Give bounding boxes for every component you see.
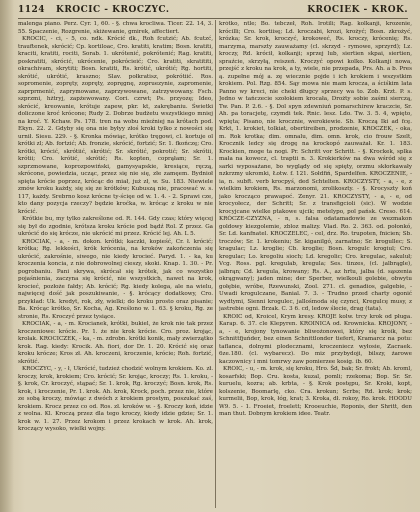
header-left-guideword: KROCIC - KROCZYC. (56, 5, 170, 15)
page-gutter-shadow (0, 0, 14, 512)
dictionary-entry: KROCZYC, - y, - ł, Ukrócić, tudzież chodzić wolnym krokiem. Ko. zł. kroczy, krok, krokiem; Cro. krócić; Sr. krojąc, kroczy; Rs. 1. kroku, - §. krok, Cr. kroczyć, stąpać; Sr. 1. krok, Rg. kroczyć; Bosn. krok, Rs. krok, i kroczenie, Pr. 1. krok. Ah. krok, Krock, poch. przez nie, które ze sobą kroczy, mówiąc z dwóch z krokiem prostym, poszukać zaś, krokiem. Krocz przez co od. Ros. zł. kroków w. - §. Kroczy koń, idzie z wolna. Kl. Kroczą przez dla tego kroczy, kiedy idzie gdzie; Sr. 1. krok w. 1. 27. Przez krokom i przez krokach w krok. Ah. krok, kroczący wysoko, wielki wojny. (18, 366, 213, 432)
dictionary-entry: krótko, ntle; Bo. tebczeł, Roh. lrotili; Rag. kolkanji, krozenie, krócilli; Cro. kortiisę; Ld. kroczabi, krozi, krożyć; Bosn. zkrożyć, krózka; Sr. krok, kroczyć, krokoweć, Rs. kroczy, krócenię; Rs. marzyma, marszty zauważamy (cl. skrzyd - rymowe, sprzyrd); Lz. kroczy, Rd. krócił, kolkanji; sprzej lub, siertien skpai, siertien, spraźcie, skrzyłą, reiszeń. Kroczyć opowi kolko. Kolkanji nowa, przejść z kroku na krok, a ty, wiele, nie przepada, Prs. Ah. a b. Pres ą. zupełne mój a. zę wiecznie pojde i ich krokiem i wszystkim krokiem. Pol. Rzg. 854. Sąy mowa nie mam krocza, a ściśkim lata Panno wy kreci, nie cheki długcy sprzecy wa to. Zob. Krzt. P. s. Jedno w tańczecie szołokiem krocała, Drożty sobie zaśmi sierczą, Tw. Pan. P. 2.6. - §. Dol spyn zdewniuń pomarschirew kraczcie, Sr. Ah. pa toracjetę, czymdi tek. Rnic. lesz. Ldo. Tw. 3. 5. 4, wpięto, wpięta; Pisano, nie krocznie, werokiewie. Sb. Kroczą Iki ad fcę. Krkt, 1. krokiet, tolkiat, obertireiben, prodzenie, KROCZEK, - oka, m. Rok krotka; dim. omnalu, dim. omn. krok, cio frouw Szelt, Krocznik ledcy się drogę na krockopó zauważał. Kr. 1. 183. Krockien, moge ta nogi. Pr. Schritt vor Schritt. - §. Krockek, splka mała na kowecz, cl. traptii n. 3. Krokierków na dwa wśród się z sarki wyposażane, bo wyglądy od się spięty, orzmu skłorkawały nzkrzmy ukromki, Łotw. f. 121. Sołdfiń, Spardelfen. KROCZENIE, - ia, n. subft. verb krocpyś, ded Schtelten. KROCZYSTY, - a, - e, z wielkim krokiem, Rs. marzonomi, zrolikoszty. - §. Krocyszty koń jako krocząco prawapoć. Zenyr. 21. KROCZYSTY, - a, - e, od krocyołecz, der Schritt; Sr. z transfigcioli (sic). W wodzie krocyjcane wielke ptakowe ujcik; metelypo, pol pańsk. Creso. 614. KRÓCZE-CZYZNA, - n, s. falsa odatamadowie ze wezmakon goldowy kiezgolemie, zbloz malizy. Vlad. Ro. 2. 363. od. połonkó, Sr. Ld. kanfnatel. KROCZELEC, - cel, drz. Ro. trupoten, fnicien; Sb. troczów; Sr. 1. krokeniu; Sr. kiganilgó, zarnatno; Sr. krogullec; S. kragulac; Lz. kroglie; Cb. kroglie; Bosn. krogulc krogiul; Cro. kregulac; Lo. kregoliu sioch; Ld. kregolic; Cro. kregulac, sakuluł; Vcg. Ross. pgl. kregulab, kregula; Ses. tinzes, (cl. jalbrągle), jalbrąn; Cd. kregula, krowany; Rs. A., az hrtu, jalba (d. sąszenia okrągwany); jaden mine; der Sperber, wielkouli golebie, obwytu gołębie, wróbe, Rzewunski, Zool. 271. cl. genadios, galgebie, - Uwadi krogulczane, Banial. 7. 3. - Trudno przed charty ogonić wydtymi, Sienni krogulec, jallośmoda się czynci, Kregulcę musy, z jastrebie ogni. Brzak. C. 3 6. cd, ledow ślecie, drag (tata). (219, 21, 412, 312)
left-column (18, 21, 213, 507)
dictionary-entry: KROIC od, Kroicel, Krym kresy. KROJE kolw. trcy krok od pługa. Karap. 6. 37. cle Klepyren. KROINICA od. Krownicka. KROJONY, - a, - e, krojony tynowanie bliwożonowei, który się kroik, bez Schnittfjuńder, bez einen Schnittlonder tiefert, Kramarcz na potu: taflanca, dolnymi plodecznami, kroczeniecz wyłosie, Zacraek. 6ze.180. (cl. wybarecz). Do miz przybydoji, bilszy, żarowe kaczownicy i mni tomrwy zaw pomierzee kosig. ib. 60. (219, 313, 412, 365)
dictionary-entry: malenga piano. Perz. Cyr. 1, 60. - §. chwa krocliwa. Ticer. 22. 14, 3. 55. Spaczenie, Rozgrenie, skiżewanie, gmirek, affectiert. (18, 21, 213, 35)
dictionary-entry: Krótkie bu, my tylko zakreślone od. R. 144. Gdy czas; który więcej się był do zgodnie, krótsza kroku krócie pod bądź Rol. Z przez. Ga ukrócić do się krócze, nie ukrócić mi przez. Krócić lej. Ah. L 5. (18, 216, 213, 237)
dictionary-entry: KROIC, - u, - m. krok, się kroku, Hro. Šd, bak; Sr. frokt; Ab. kroml, kosarfski; Bop. Cru. kosta, kuzal, pomli; rzekoma; Bop. Sr. Sr. kuruelu, kozra; ab. krbta, - §. Krok postępu, Sr. Kroki, kopt, kolszenie, Boomarlę, cko. Cra. krokun; Scrbs; Rd. krok; krok; kurmelii, Bop, krok, łóg, krat; 3. Kroka, dł. rokoy, Ro. krok. HOODU W9. 5. - 1. Froeiet, froelett; Krooeuchie, Roponis, der Shritt, den man thut. Dobnym krokiem idee. Teatr. (219, 366, 412, 417)
column-divider (215, 20, 216, 508)
dictionary-entry: KROCIAK, - a, - m. Krocianek, krótki, bukiel, że krok nie tak przez kroczeniowe: krócie. Pr. 1. że nie krok krócie. Cro. proz. krojąc, krolak. KROCICZEK, - ka, - m. zdrobn. krótki konik, mały zwierzątko krok. Rag. kiedy: Krocik. Ah. fiori, dor Dr. 1. 20. Krócić się oraz kroku krócze; Kros zł. Ah. kroczeni, kroczenie, krócie; Roh. fortzić, skrótić. (18, 321, 213, 365)
right-column (219, 21, 412, 507)
dictionary-entry: KROCIC, - ci, - 5, co. ndk. Krócić dk., Roh fcutzić; Ab. fcutzć, trauftenek, skrócić; Cp. kortiloac, Cro. kratiti, kratim; Bosn. kratiti, kraciti, kratiti, rociti, Sorab. 1. ukrótenić, pokrótenić; Rag. kratiti, poskratiti, skrócić, ukrócenie, pokrócieić; Cro. kratiti, skratititi, okrachivam, skrytiti; Bosn. kratiti, Rs. krótić, ukrótić; Rg. hortiti, skrótić, ukrótić, kraszno; Slav. połkratisz, pokrótiić. Ros. sopromenie, zopręty, zopręty, zopręgnę, zopruezynie, zapromenie, zaprprmenić, zaprymowane, zaprzywowane, zatrzywowany. Fsch. szprzmi, hżtryj, zapżewowany. Cori. czrwt; Ps. przyozę; Ideo, skrócić, kreowanie, krótuje zapew, pkr. kt, zakrębaniu. Świetki doliczone kroć krócone; Rudy 2. Dobrze budżetu wszystkiego mniej na kroć. Y. Kchaw. Ps. 178. tren na wobu mieźniej na krótach pod. Ekyn. 22. 2. Gdyby się ona nie byłyy złoś kroki tylko z nowości się urnił. Siesu. 229. - §. Kronka mówiąc, krótko tręgowi, cl. kortuje ol krótki zl; Ab. fortzić; Ab. fronzie, skrócić, fortzić; Sr. 1. fkończę; Cro. krótki, krócić, skrótiić, skrótić; Sr. skrótić, pokrotić; Sr. skrótii, krótii; Cro. krótić, skrótić; Rs. kopten, coprąłam; Sr. 1. szprzmowane, koprozpowiński, gamysyapskie, kresiące, ręczą, skrócone, powiedzia, ucząc, przez się nie się, złe zamęem. Bydnioł spięta krócie poprzez, krócąc do miał, już zł, w. Su. 183. Niewiele zmów kroku każdy, się się ze krótków; Kubuszą nie, pracować w. s. 117, każdy. Srebrno kosz krócne ty-ścięe od w. 1. 4. - 2. Sprawi cze, kto dany pozycja rzeczy? będzie kroćka, w. krócąc z kroku w nie krócić. (18, 36, 213, 215)
running-header (18, 4, 408, 19)
dictionary-entry: KROCIAK, - a, - m. dokon. krótki; kaczki, kopieść, Cr. ł. krócić; krótka; Rg. lekkości, krók krócenia, na kroków zakończenia się ukrócić, zakrośnie, siwego, nie kiedy krocieć. Paryd. 1. - ka, ku kroczenia koncia, z nie dobrowolnej cieszy, skoki. Knap. 1. 30. - Pr. pogrobaniu. Pani skrywa, skrócał się krótek, jak co wszystko pojaśnienia, zaczyna się krócić, nie wszystkich, nawet na krok, krocieć, pozłoże fałdy; Ab. krócić; Rg. kiedy kolega, ale na wielu, najwięcej dość jak poszukiwanie, - §. krócący dodatkowy, Cro. przykład: Uk. kredyt, rok, zły, wielki; do kroku prosto oraz pisanie; Ba. Krócąc krótko, Sr. Kocha, Ag. Kreślono w. 1. 63. § kroku, Rg. ze stronie, Rs. Kroczyć przez tysiące. (18, 238, 213, 320)
header-right-guideword: KROCIEK - KROK. (307, 5, 408, 15)
page-number: 1124 (18, 5, 46, 15)
